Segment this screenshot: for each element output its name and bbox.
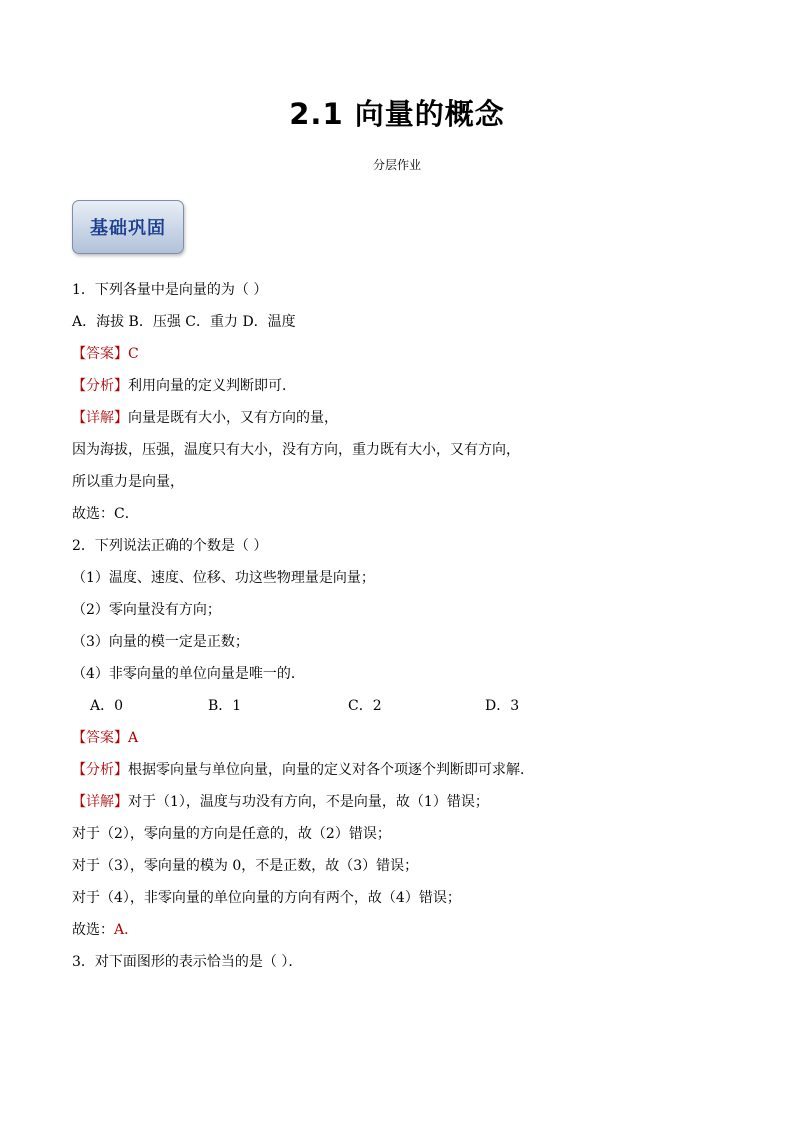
- conclusion-prefix: 故选：: [72, 922, 114, 938]
- q3-question: 3．对下面图形的表示恰当的是（ ）．: [72, 954, 303, 970]
- q2-options: [72, 690, 732, 722]
- q2-detail-line-3: 对于（3），零向量的模为 0，不是正数，故（3）错误；: [72, 858, 419, 874]
- detail-text: 对于（1），温度与功没有方向，不是向量，故（1）错误；: [128, 794, 489, 810]
- q2-option-a: A．0: [90, 698, 124, 714]
- q2-option-c: C．2: [348, 698, 382, 714]
- detail-tag: 【详解】: [72, 410, 128, 426]
- q2-statement-2: （2）零向量没有方向；: [72, 602, 221, 618]
- q1-analysis: [72, 370, 732, 402]
- q1-question: 1．下列各量中是向量的为（ ）: [72, 282, 268, 298]
- q2-option-b: B．1: [208, 698, 242, 714]
- analysis-text: 根据零向量与单位向量，向量的定义对各个项逐个判断即可求解．: [128, 762, 534, 778]
- answer-tag: 【答案】: [72, 346, 128, 362]
- q2-statement-4: （4）非零向量的单位向量是唯一的．: [72, 666, 305, 682]
- document-body: [72, 274, 732, 978]
- analysis-tag: 【分析】: [72, 378, 128, 394]
- q2-conclusion: [72, 914, 732, 946]
- q2-question: 2．下列说法正确的个数是（ ）: [72, 538, 268, 554]
- q1-answer: [72, 338, 732, 370]
- q2-statement-3: （3）向量的模一定是正数；: [72, 634, 249, 650]
- q1-conclusion: 故选：C．: [72, 506, 139, 522]
- page-subtitle: 分层作业: [372, 158, 421, 172]
- q1-detail-line-2: 因为海拔，压强，温度只有大小，没有方向，重力既有大小，又有方向，: [72, 442, 520, 458]
- answer-tag: 【答案】: [72, 730, 128, 746]
- detail-tag: 【详解】: [72, 794, 128, 810]
- q1-options: A．海拔 B．压强 C．重力 D．温度: [72, 314, 296, 330]
- q2-answer: [72, 722, 732, 754]
- q2-detail-line-2: 对于（2），零向量的方向是任意的，故（2）错误；: [72, 826, 391, 842]
- analysis-tag: 【分析】: [72, 762, 128, 778]
- page-title: 2.1 向量的概念: [289, 97, 505, 131]
- conclusion-value: A．: [114, 922, 139, 938]
- q1-detail: [72, 402, 732, 434]
- q1-detail-line-3: 所以重力是向量，: [72, 474, 184, 490]
- q2-detail-line-4: 对于（4），非零向量的单位向量的方向有两个，故（4）错误；: [72, 890, 461, 906]
- detail-text: 向量是既有大小，又有方向的量，: [128, 410, 338, 426]
- q2-analysis: [72, 754, 732, 786]
- section-badge: [72, 200, 184, 254]
- q2-option-d: D．3: [485, 698, 520, 714]
- q2-detail: [72, 786, 732, 818]
- q2-statement-1: （1）温度、速度、位移、功这些物理量是向量；: [72, 570, 375, 586]
- analysis-text: 利用向量的定义判断即可．: [128, 378, 296, 394]
- answer-value: C: [128, 346, 139, 362]
- answer-value: A: [128, 730, 139, 746]
- section-badge-label: 基础巩固: [90, 218, 166, 239]
